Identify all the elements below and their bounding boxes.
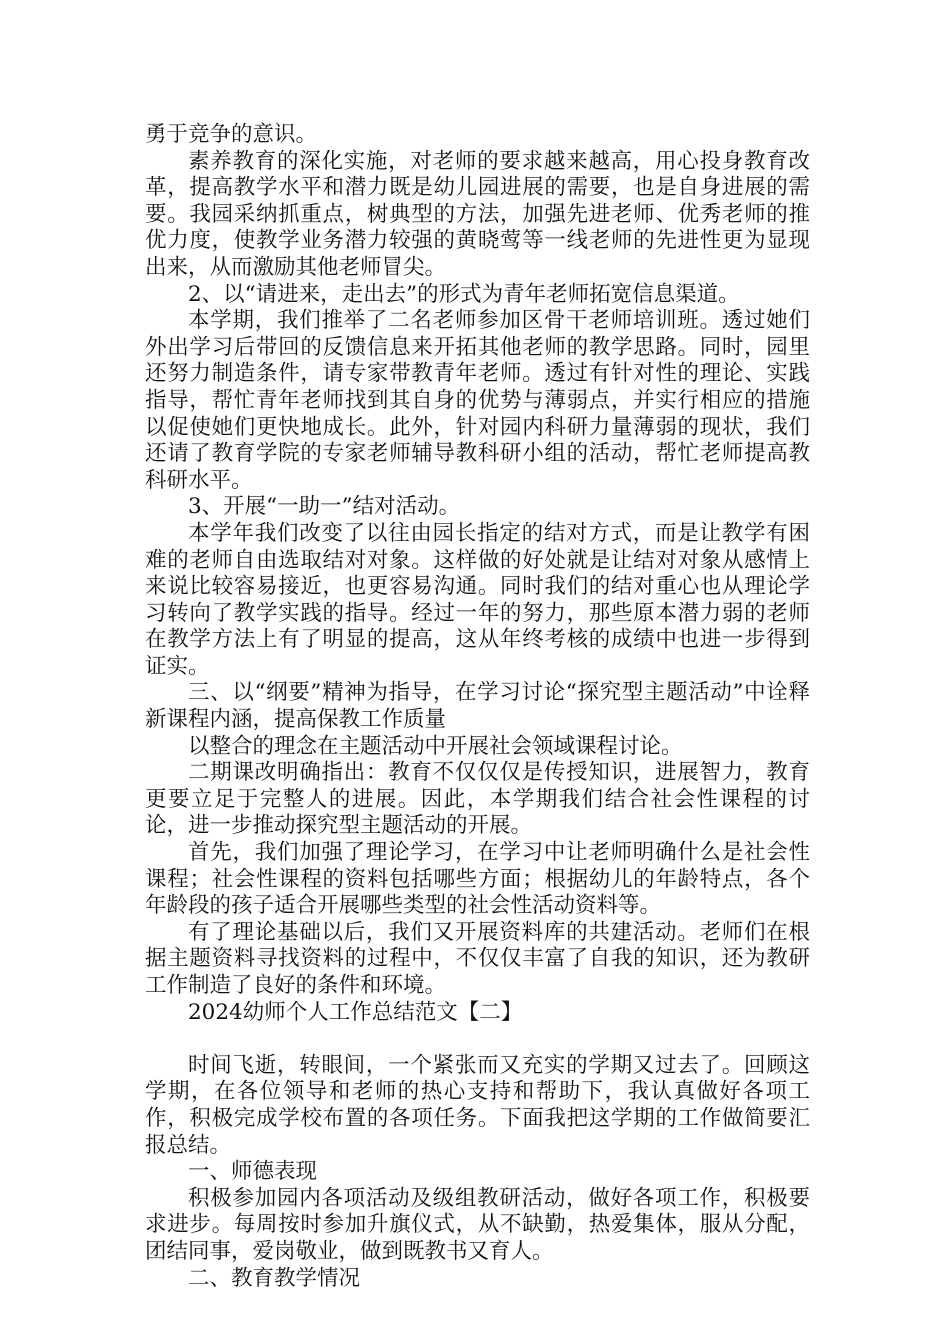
subheading-invite-in-go-out: 2、以“请进来，走出去”的形式为青年老师拓宽信息渠道。 — [188, 281, 740, 307]
paragraph-curriculum-reform: 二期课改明确指出：教育不仅仅仅是传授知识，进展智力，教育更要立足于完整人的进展。因此，本学期我们结合社会性课程的讨论，进一步推动探究型主题活动的开展。 — [145, 760, 810, 839]
section-heading-teaching: 二、教育教学情况 — [188, 1265, 361, 1291]
section-heading-three: 三、以“纲要”精神为指导，在学习讨论“探究型主题活动”中诠释新课程内涵，提高保教工作质量 — [145, 680, 810, 733]
document-body — [145, 122, 810, 1292]
paragraph-semester-review: 时间飞逝，转眼间，一个紧张而又充实的学期又过去了。回顾这学期，在各位领导和老师的热心支持和帮助下，我认真做好各项工作，积极完成学校布置的各项任务。下面我把这学期的工作做简要汇报总结。 — [145, 1052, 810, 1158]
paragraph-ethics-performance: 积极参加园内各项活动及级组教研活动，做好各项工作，积极要求进步。每周按时参加升旗仪式，从不缺勤，热爱集体，服从分配，团结同事，爱岗敬业，做到既教书又育人。 — [145, 1185, 810, 1264]
paragraph-pairing-activity: 本学年我们改变了以往由园长指定的结对方式，而是让教学有困难的老师自由选取结对对象。这样做的好处就是让结对对象从感情上来说比较容易接近，也更容易沟通。同时我们的结对重心也从理论学习转向了教学实践的指导。经过一年的努力，那些原本潜力弱的老师在教学方法上有了明显的提高，这从年终考核的成绩中也进一步得到证实。 — [145, 520, 810, 679]
document-section-title: 2024幼师个人工作总结范文【二】 — [188, 999, 523, 1025]
section-heading-ethics: 一、师德表现 — [188, 1159, 318, 1185]
paragraph-continuation: 勇于竞争的意识。 — [145, 122, 318, 147]
paragraph-resource-library: 有了理论基础以后，我们又开展资料库的共建活动。老师们在根据主题资料寻找资料的过程中，不仅仅丰富了自我的知识，还为教研工作制造了良好的条件和环境。 — [145, 919, 810, 998]
blank-line — [145, 1026, 810, 1053]
paragraph-integration-concept: 以整合的理念在主题活动中开展社会领域课程讨论。 — [188, 733, 683, 759]
subheading-one-help-one: 3、开展“一助一”结对活动。 — [188, 494, 461, 520]
paragraph-teacher-training: 本学期，我们推举了二名老师参加区骨干老师培训班。透过她们外出学习后带回的反馈信息来开拓其他老师的教学思路。同时，园里还努力制造条件，请专家带教青年老师。透过有针对性的理论、实践指导，帮忙青年老师找到其自身的优势与薄弱点，并实行相应的措施以促使她们更快地成长。此外，针对园内科研力量薄弱的现状，我们还请了教育学院的专家老师辅导教科研小组的活动，帮忙老师提高教科研水平。 — [145, 308, 810, 493]
paragraph-theory-study: 首先，我们加强了理论学习，在学习中让老师明确什么是社会性课程；社会性课程的资料包括哪些方面；根据幼儿的年龄特点，各个年龄段的孩子适合开展哪些类型的社会性活动资料等。 — [145, 840, 810, 919]
paragraph-quality-education: 素养教育的深化实施，对老师的要求越来越高，用心投身教育改革，提高教学水平和潜力既是幼儿园进展的需要，也是自身进展的需要。我园采纳抓重点，树典型的方法，加强先进老师、优秀老师的推优力度，使教学业务潜力较强的黄晓莺等一线老师的先进性更为显现出来，从而激励其他老师冒尖。 — [145, 148, 810, 280]
